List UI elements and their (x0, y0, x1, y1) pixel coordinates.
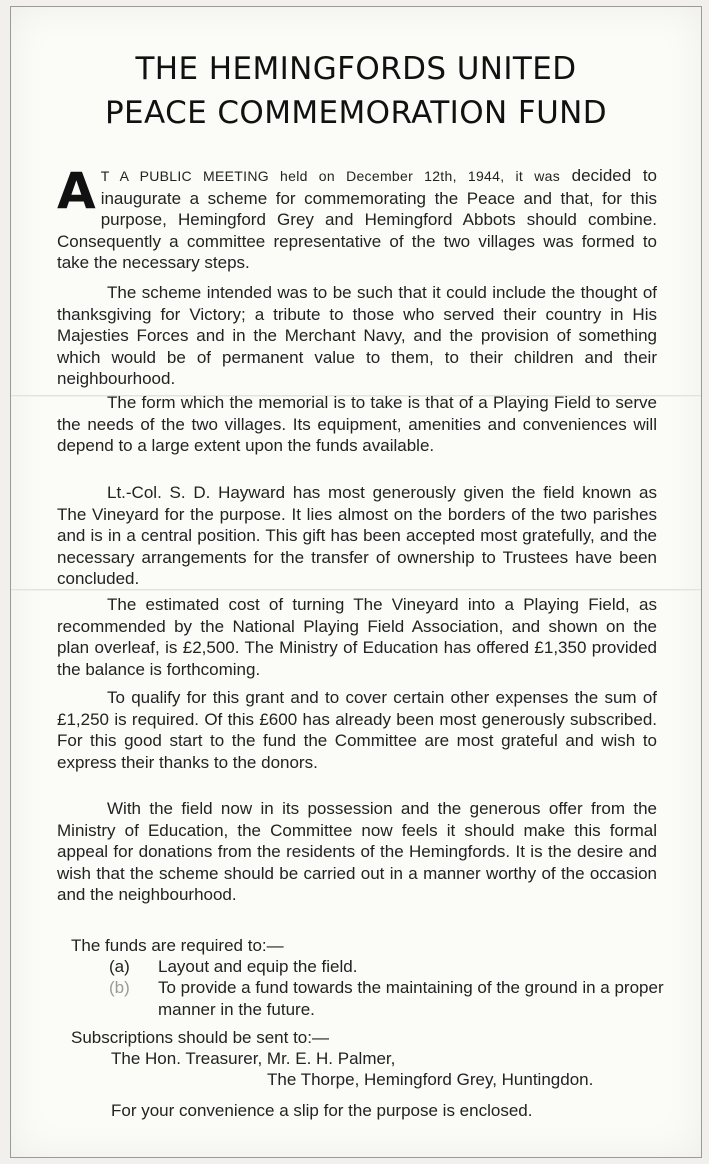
document-sheet (10, 6, 702, 1158)
funds-item-text: Layout and equip the field. (158, 957, 358, 976)
funds-item-marker: (b) (109, 978, 130, 997)
paragraph-3-text: The form which the memorial is to take is that of a Playing Field to serve the needs of the two villages. Its equipment, amenities and conveniences will depend to a large extent upon the funds available. (57, 393, 657, 455)
treasurer-name: The Hon. Treasurer, Mr. E. H. Palmer, (111, 1049, 396, 1068)
treasurer-address: The Thorpe, Hemingford Grey, Huntingdon. (267, 1070, 594, 1089)
paragraph-4 (57, 482, 657, 590)
paragraph-1-lead: T A PUBLIC MEETING held on December 12th, 1944, it was (100, 168, 560, 184)
paragraph-1-text: decided to inaugurate a scheme for commemorating the Peace and that, for this purpose, Hemingford Grey and Hemingford Abbots should combine. Consequently a committee representative of the two villages was formed to take the necessary steps. (57, 166, 657, 272)
paragraph-5-text: The estimated cost of turning The Vineyard into a Playing Field, as recommended by the National Playing Field Association, and shown on the plan overleaf, is £2,500. The Ministry of Education has offered £1,350 provided the balance is forthcoming. (57, 595, 657, 679)
title-line-2: PEACE COMMEMORATION FUND (104, 95, 608, 131)
paragraph-7-text: With the field now in its possession and the generous offer from the Ministry of Education, the Committee now feels it should make this formal appeal for donations from the residents of the Hemingfords. It is the desire and wish that the scheme should be carried out in a manner worthy of the occasion and the neighbourhood. (57, 799, 657, 904)
subscriptions-intro: Subscriptions should be sent to:— (71, 1028, 329, 1047)
paragraph-1 (57, 162, 657, 274)
drop-cap: A (57, 162, 96, 220)
paragraph-7 (57, 798, 657, 906)
paragraph-4-text: Lt.-Col. S. D. Hayward has most generously given the field known as The Vineyard for the purpose. It lies almost on the borders of the two parishes and is in a central position. This gift has been accepted most gratefully, and the necessary arrangements for the transfer of ownership to Trustees have been concluded. (57, 483, 657, 588)
paragraph-5 (57, 594, 657, 680)
funds-item-marker: (a) (109, 957, 130, 976)
paragraph-2-text: The scheme intended was to be such that it could include the thought of thanksgiving for Victory; a tribute to those who served their country in His Majesties Forces and in the Merchant Navy, and the provision of something which would be of permanent value to them, to their children and their neighbourhood. (57, 283, 657, 388)
paragraph-6 (57, 687, 657, 773)
paragraph-2 (57, 282, 657, 390)
closing-note: For your convenience a slip for the purpose is enclosed. (111, 1101, 533, 1120)
paragraph-3 (57, 392, 657, 457)
title-line-1: THE HEMINGFORDS UNITED (135, 51, 577, 87)
paragraph-6-text: To qualify for this grant and to cover certain other expenses the sum of £1,250 is required. Of this £600 has already been most generously subscribed. For this good start to the fund the Committee are most grateful and wish to express their thanks to the donors. (57, 688, 657, 772)
funds-intro: The funds are required to:— (71, 936, 284, 955)
funds-item-text: To provide a fund towards the maintaining of the ground in a proper manner in the future. (158, 978, 664, 1019)
